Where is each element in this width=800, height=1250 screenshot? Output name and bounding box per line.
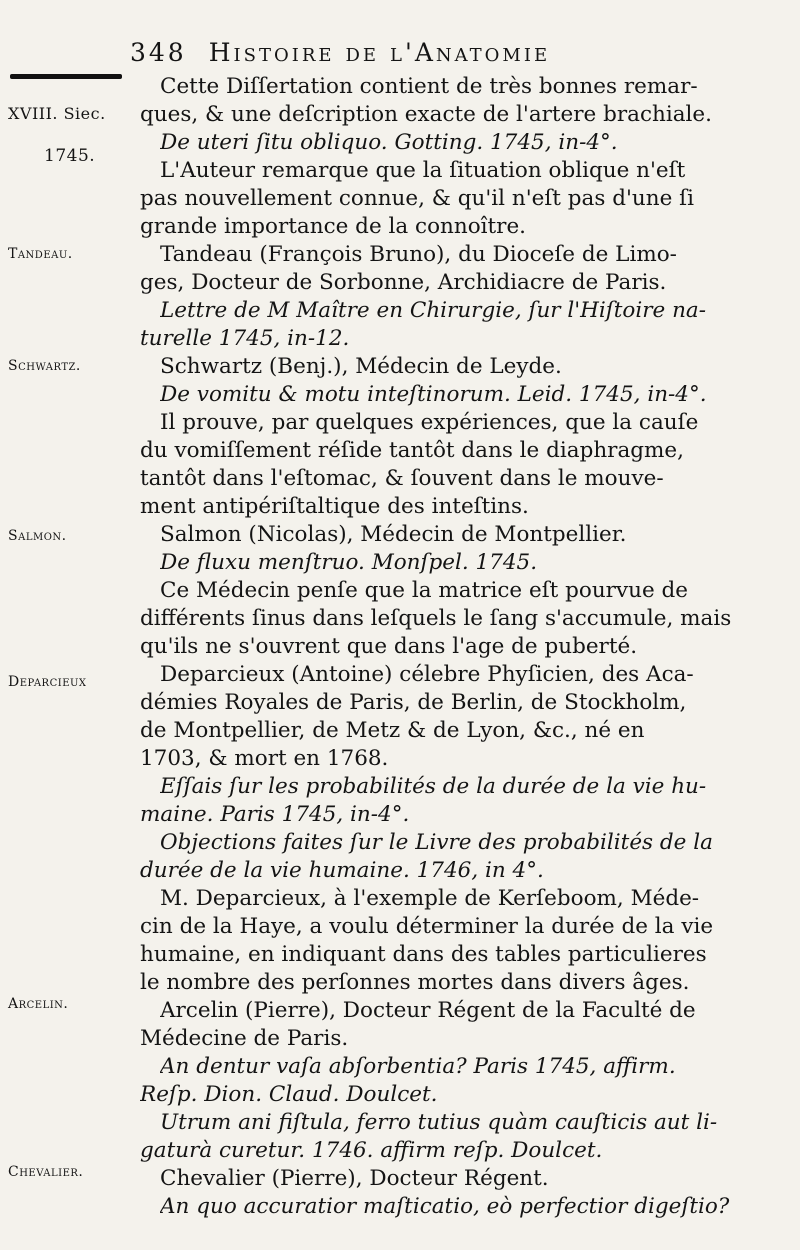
text-line: du vomiſſement réſide tantôt dans le diaphragme, [140, 438, 684, 463]
running-header [130, 38, 770, 68]
text-line: De uteri ſitu obliquo. Gotting. 1745, in-4°. [160, 130, 618, 155]
text-line: Il prouve, par quelques expériences, que la cauſe [160, 410, 699, 435]
text-line: ment antipériſtaltique des inteſtins. [140, 494, 529, 519]
text-line: ges, Docteur de Sorbonne, Archidiacre de Paris. [140, 270, 667, 295]
margin-century: XVIII. Siec. [8, 104, 106, 123]
margin-name-tandeau: Tandeau. [8, 246, 73, 262]
text-line: Arcelin (Pierre), Docteur Régent de la Faculté de [160, 998, 696, 1023]
margin-name-chevalier: Chevalier. [8, 1164, 84, 1180]
text-line: Utrum ani fiſtula, ferro tutius quàm cauſticis aut li- [160, 1110, 718, 1135]
text-line: Ce Médecin penſe que la matrice eſt pourvue de [160, 578, 688, 603]
margin-name-deparcieux: Deparcieux [8, 674, 87, 690]
text-line: Deparcieux (Antoine) célebre Phyſicien, des Aca- [160, 662, 694, 687]
margin-year: 1745. [44, 146, 96, 166]
text-line: Schwartz (Benj.), Médecin de Leyde. [160, 354, 562, 379]
text-line: pas nouvellement connue, & qu'il n'eſt pas d'une ſi [140, 186, 694, 211]
running-title: Histoire de l'Anatomie [208, 38, 551, 67]
text-line: durée de la vie humaine. 1746, in 4°. [140, 858, 544, 883]
margin-name-salmon: Salmon. [8, 528, 67, 544]
text-line: Lettre de M Maître en Chirurgie, ſur l'Hiſtoire na- [160, 298, 706, 323]
text-line: 1703, & mort en 1768. [140, 746, 389, 771]
text-line: démies Royales de Paris, de Berlin, de Stockholm, [140, 690, 687, 715]
page-number: 348 [130, 38, 187, 67]
text-line: maine. Paris 1745, in-4°. [140, 802, 410, 827]
text-line: tantôt dans l'eſtomac, & ſouvent dans le mouve- [140, 466, 664, 491]
text-line: De vomitu & motu inteſtinorum. Leid. 1745, in-4°. [160, 382, 707, 407]
text-line: Reſp. Dion. Claud. Doulcet. [140, 1082, 438, 1107]
text-line: An dentur vaſa abſorbentia? Paris 1745, affirm. [160, 1054, 676, 1079]
text-line: turelle 1745, in-12. [140, 326, 350, 351]
margin-name-schwartz: Schwartz. [8, 358, 81, 374]
text-line: Chevalier (Pierre), Docteur Régent. [160, 1166, 549, 1191]
text-line: grande importance de la connoître. [140, 214, 527, 239]
text-line: humaine, en indiquant dans des tables particulieres [140, 942, 707, 967]
text-line: Cette Diſſertation contient de très bonnes remar- [160, 74, 698, 99]
text-line: différents ſinus dans leſquels le ſang s'accumule, mais [140, 606, 732, 631]
text-line: de Montpellier, de Metz & de Lyon, &c., né en [140, 718, 645, 743]
header-rule [10, 74, 122, 79]
text-line: Tandeau (François Bruno), du Dioceſe de Limo- [160, 242, 677, 267]
text-line: qu'ils ne s'ouvrent que dans l'age de puberté. [140, 634, 638, 659]
text-line: le nombre des perſonnes mortes dans divers âges. [140, 970, 690, 995]
text-line: An quo accuratior maſticatio, eò perfectior digeſtio? [160, 1194, 730, 1219]
margin-name-arcelin: Arcelin. [8, 996, 69, 1012]
text-line: L'Auteur remarque que la ſituation oblique n'eſt [160, 158, 686, 183]
text-line: De fluxu menſtruo. Monſpel. 1745. [160, 550, 538, 575]
text-line: ques, & une deſcription exacte de l'artere brachiale. [140, 102, 712, 127]
text-line: M. Deparcieux, à l'exemple de Kerſeboom, Méde- [160, 886, 700, 911]
text-line: Eſſais ſur les probabilités de la durée de la vie hu- [160, 774, 707, 799]
text-line: Médecine de Paris. [140, 1026, 349, 1051]
text-line: gaturà curetur. 1746. affirm reſp. Doulcet. [140, 1138, 603, 1163]
text-line: Objections faites ſur le Livre des probabilités de la [160, 830, 713, 855]
text-line: cin de la Haye, a voulu déterminer la durée de la vie [140, 914, 714, 939]
text-line: Salmon (Nicolas), Médecin de Montpellier. [160, 522, 627, 547]
